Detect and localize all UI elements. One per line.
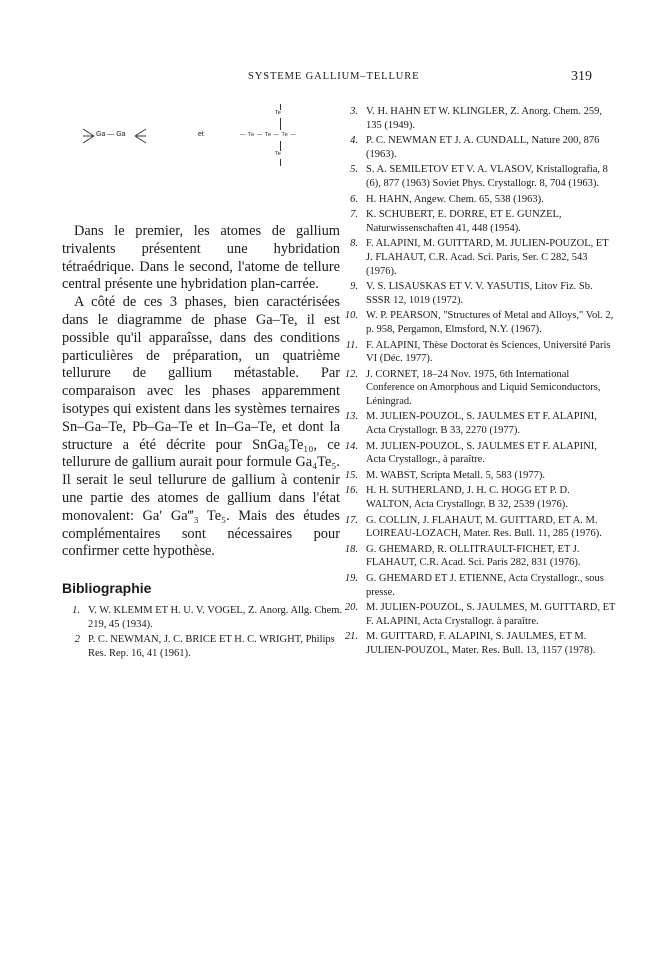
- reference-item: [340, 572, 617, 599]
- reference-text: F. ALAPINI, M. GUITTARD, M. JULIEN-POUZOL, ET J. FLAHAUT, C.R. Acad. Sci. Paris, Ser. C 282, 543 (1976).: [366, 238, 609, 277]
- reference-text: M. JULIEN-POUZOL, S. JAULMES ET F. ALAPINI, Acta Crystallogr., à paraître.: [366, 440, 597, 466]
- paragraph-2: [62, 294, 340, 561]
- bond-line: [280, 159, 281, 166]
- reference-item: [340, 368, 617, 409]
- reference-item: [340, 410, 617, 437]
- reference-text: H. H. SUTHERLAND, J. H. C. HOGG ET P. D. WALTON, Acta Crystallogr. B 32, 2539 (1976).: [366, 485, 570, 511]
- reference-text: J. CORNET, 18–24 Nov. 1975, 6th International Conference on Amorphous and Liquid Semiconductors, Léningrad.: [366, 368, 601, 407]
- te-chain-label: — Te — Te — Te —: [240, 132, 297, 138]
- bond-line: [280, 141, 281, 151]
- reference-text: M. GUITTARD, F. ALAPINI, S. JAULMES, ET M. JULIEN-POUZOL, Mater. Res. Bull. 13, 1157 (1978).: [366, 631, 596, 656]
- reference-number: 10.: [344, 310, 358, 322]
- reference-item: [340, 514, 617, 541]
- reference-number: 7.: [350, 209, 358, 221]
- reference-number: 15.: [344, 469, 358, 481]
- te-top-label: Te: [275, 110, 281, 116]
- reference-number: 2: [74, 634, 80, 646]
- reference-number: 3.: [350, 106, 358, 117]
- reference-item: [340, 339, 617, 366]
- reference-item: [62, 633, 344, 660]
- paragraph-2-part-b: , ce tellurure de gallium aurait pour formule: [62, 436, 340, 471]
- reference-number: 14.: [344, 440, 358, 452]
- reference-text: V. W. KLEMM ET H. U. V. VOGEL, Z. Anorg. Allg. Chem. 219, 45 (1934).: [88, 605, 343, 630]
- reference-text: F. ALAPINI, Thèse Doctorat ès Sciences, Université Paris VI (Déc. 1977).: [366, 339, 611, 365]
- bibliography-heading: Bibliographie: [62, 580, 152, 596]
- reference-number: 17.: [344, 514, 358, 526]
- reference-number: 12.: [344, 368, 358, 380]
- reference-text: S. A. SEMILETOV ET V. A. VLASOV, Kristallografia, 8 (6), 877 (1963) Soviet Phys. Crystallogr. 8, 704 (1963).: [366, 164, 608, 189]
- reference-text: P. C. NEWMAN, J. C. BRICE ET H. C. WRIGHT, Philips Res. Rep. 16, 41 (1961).: [88, 634, 335, 659]
- reference-number: 19.: [344, 573, 358, 584]
- paragraph-2-part-d: . Mais des études complémentaires sont nécessaires pour confirmer cette hypothèse.: [62, 507, 340, 560]
- reference-text: P. C. NEWMAN ET J. A. CUNDALL, Nature 200, 876 (1963).: [366, 135, 600, 160]
- reference-number: 20.: [344, 602, 358, 614]
- reference-item: [340, 280, 617, 307]
- page-number: 319: [571, 69, 592, 84]
- reference-text: M. WABST, Scripta Metall. 5, 583 (1977).: [366, 469, 545, 481]
- paragraph-2-part-c: . Il serait le seul tellurure de gallium à contenir une partie des atomes de gallium dans l'état monovalent:: [62, 454, 340, 524]
- body-text: [62, 223, 340, 561]
- reference-number: 11.: [345, 339, 358, 351]
- bond-line: [280, 118, 281, 130]
- reference-number: 9.: [350, 281, 358, 293]
- compound-ga-ga3-te5: Ga′ Ga‴₃ Te₅: [142, 507, 227, 524]
- reference-item: [340, 193, 617, 207]
- reference-text: G. GHEMARD ET J. ETIENNE, Acta Crystallogr., sous presse.: [366, 573, 604, 598]
- reference-text: M. JULIEN-POUZOL, S. JAULMES, M. GUITTARD, ET F. ALAPINI, Acta Crystallogr. à paraître.: [366, 602, 616, 627]
- connector-et: et: [198, 131, 204, 138]
- reference-item: [340, 163, 617, 190]
- reference-item: [340, 237, 617, 278]
- reference-item: [340, 208, 617, 235]
- reference-item: [340, 440, 617, 467]
- reference-item: [340, 309, 617, 336]
- reference-item: [340, 105, 617, 132]
- reference-text: W. P. PEARSON, "Structures of Metal and Alloys," Vol. 2, p. 958, Pergamon, Elmsford, N.Y. (1967).: [366, 310, 614, 335]
- reference-text: K. SCHUBERT, E. DORRE, ET E. GUNZEL, Naturwissenschaften 41, 448 (1954).: [366, 209, 562, 234]
- te-bottom-label: Te: [275, 151, 281, 157]
- reference-number: 5.: [350, 164, 358, 176]
- bonding-formulas: [82, 104, 340, 184]
- reference-item: [340, 630, 617, 657]
- page-header: [0, 69, 672, 89]
- reference-number: 16.: [344, 485, 358, 497]
- paragraph-1: Dans le premier, les atomes de gallium trivalents présentent une hybridation tétraédrique. Dans le second, l'atome de tellure central présente une hybridation plan-carrée.: [62, 223, 340, 293]
- reference-text: G. GHEMARD, R. OLLITRAULT-FICHET, ET J. FLAHAUT, C.R. Acad. Sci. Paris 282, 831 (1976).: [366, 543, 581, 569]
- running-title: SYSTEME GALLIUM–TELLURE: [248, 71, 420, 82]
- reference-number: 21.: [344, 631, 358, 643]
- bond-fork-right-icon: [132, 126, 148, 148]
- reference-number: 8.: [350, 238, 358, 250]
- reference-number: 6.: [350, 193, 358, 205]
- reference-item: [340, 601, 617, 628]
- reference-item: [62, 604, 344, 631]
- compound-ga4te5: Ga₄Te₅: [295, 454, 337, 471]
- reference-number: 1.: [72, 605, 80, 616]
- paragraph-2-part-a: A côté de ces 3 phases, bien caractérisées dans le diagramme de phase Ga–Te, il est possible qu'il apparaîsse, dans des conditions particulières de préparation, un quatrième tellurure de gallium métastable. Par comparaison avec les phases apparemment isotypes qui existent dans les systèmes ternaires Sn–Ga–Te, Pb–Ga–Te et In–Ga–Te, et dont la structure a été décrite pour: [62, 294, 340, 453]
- reference-text: H. HAHN, Angew. Chem. 65, 538 (1963).: [366, 193, 544, 205]
- reference-number: 18.: [344, 543, 358, 555]
- bibliography-list-left: [62, 604, 344, 662]
- reference-item: [340, 134, 617, 161]
- reference-text: G. COLLIN, J. FLAHAUT, M. GUITTARD, ET A. M. LOIREAU-LOZACH, Mater. Res. Bull. 11, 285 (1976).: [366, 514, 602, 540]
- reference-item: [340, 484, 617, 511]
- bibliography-list-right: [340, 105, 617, 660]
- reference-item: [340, 543, 617, 570]
- ga-ga-label: Ga — Ga: [96, 131, 126, 138]
- reference-item: [340, 469, 617, 483]
- reference-number: 13.: [344, 411, 358, 423]
- reference-text: M. JULIEN-POUZOL, S. JAULMES ET F. ALAPINI, Acta Crystallogr. B 33, 2270 (1977).: [366, 411, 597, 437]
- compound-sngate: SnGa₆Te₁₀: [252, 436, 314, 453]
- reference-text: V. S. LISAUSKAS ET V. V. YASUTIS, Litov Fiz. Sb. SSSR 12, 1019 (1972).: [366, 281, 593, 306]
- reference-number: 4.: [350, 135, 358, 147]
- reference-text: V. H. HAHN ET W. KLINGLER, Z. Anorg. Chem. 259, 135 (1949).: [366, 106, 602, 131]
